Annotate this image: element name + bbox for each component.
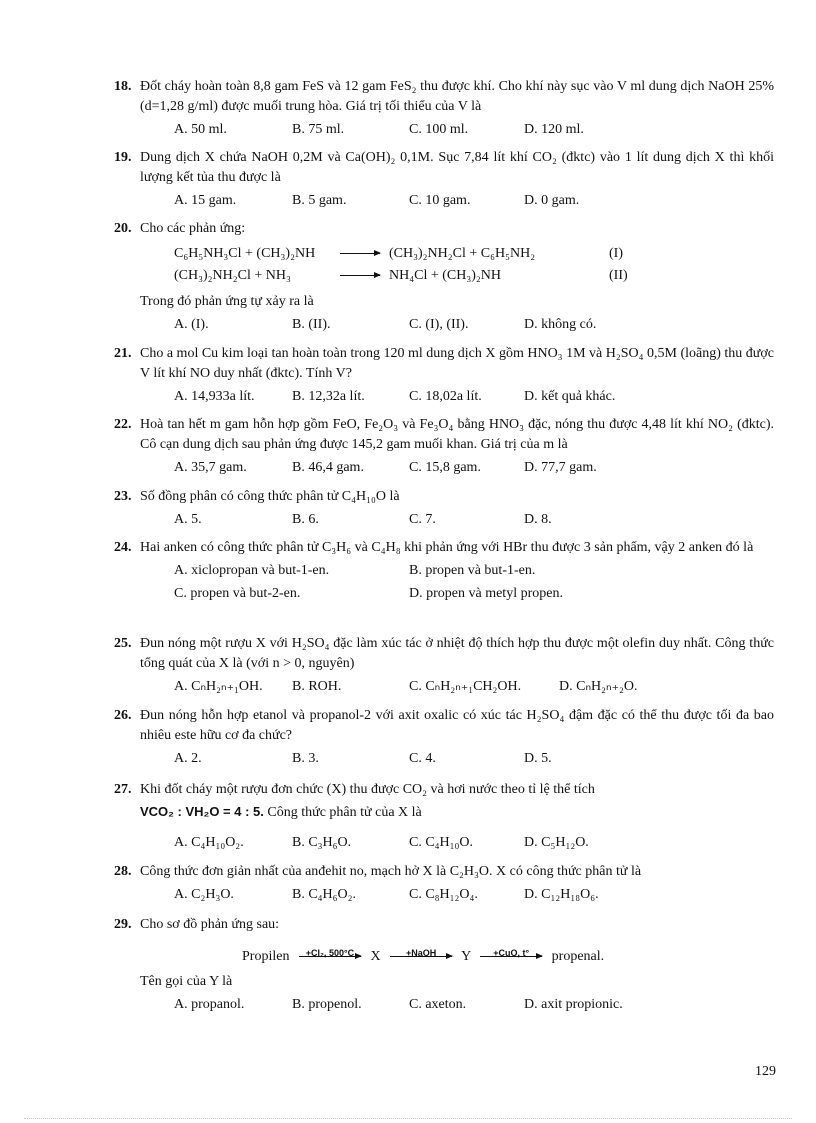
question-number: 25. [114, 636, 132, 651]
question-number: 23. [114, 489, 132, 504]
option-a[interactable]: A. 5. [174, 512, 202, 527]
option-b[interactable]: B. 6. [292, 512, 319, 527]
arrow-label-2: +NaOH [405, 948, 437, 959]
question-text: Dung dịch X chứa NaOH 0,2M và Ca(OH)₂ 0,1M. Sục 7,84 lít khí CO₂ (đktc) vào 1 lít dung dịch X thì khối lượng kết tủa thu được là [140, 150, 774, 185]
option-c[interactable]: C. 7. [409, 512, 436, 527]
question-number: 28. [114, 864, 132, 879]
option-a[interactable]: A. CₙH₂ₙ₊₁OH. [174, 679, 263, 694]
answer-options [114, 191, 774, 213]
answer-options [114, 315, 774, 337]
question-number: 21. [114, 346, 132, 361]
question-24 [114, 538, 774, 606]
scheme-x: X [370, 949, 381, 964]
option-b[interactable]: B. 3. [292, 751, 319, 766]
answer-options [114, 677, 774, 699]
option-a[interactable]: A. 2. [174, 751, 202, 766]
reaction-arrow-icon [299, 948, 361, 959]
option-c[interactable]: C. C₄H₁₀O. [409, 835, 474, 850]
question-subtext: Tên gọi của Y là [140, 974, 233, 989]
answer-options [114, 561, 774, 583]
option-a[interactable]: A. 15 gam. [174, 193, 237, 208]
option-c[interactable]: C. 15,8 gam. [409, 460, 481, 475]
question-number: 22. [114, 417, 132, 432]
question-28 [114, 862, 774, 907]
option-d[interactable]: D. C₁₂H₁₈O₆. [524, 887, 599, 902]
answer-options [114, 885, 774, 907]
option-d[interactable]: D. không có. [524, 317, 597, 332]
option-d[interactable]: D. C₅H₁₂O. [524, 835, 589, 850]
option-c[interactable]: C. axeton. [409, 997, 467, 1012]
question-20 [114, 219, 774, 337]
option-b[interactable]: B. (II). [292, 317, 331, 332]
option-c[interactable]: C. 18,02a lít. [409, 389, 482, 404]
scheme-y: Y [461, 949, 471, 964]
page-number: 129 [755, 1064, 776, 1079]
option-c[interactable]: C. C₈H₁₂O₄. [409, 887, 478, 902]
reaction-arrow-icon [480, 948, 542, 959]
answer-options [114, 458, 774, 480]
option-b[interactable]: B. 12,32a lít. [292, 389, 365, 404]
footer-divider [24, 1118, 792, 1119]
reaction-1-reactants: C₆H₅NH₃Cl + (CH₃)₂NH [174, 246, 316, 261]
question-22 [114, 415, 774, 480]
question-text: Cho a mol Cu kim loại tan hoàn toàn trong 120 ml dung dịch X gồm HNO₃ 1M và H₂SO₄ 0,5M (loãng) thu được V lít khí NO duy nhất (đktc). Tính V? [140, 346, 774, 381]
answer-options [114, 584, 774, 606]
question-text: Hai anken có công thức phân tử C₃H₆ và C₄H₈ khi phản ứng với HBr thu được 3 sản phẩm, vậy 2 anken đó là [140, 540, 754, 555]
question-18 [114, 77, 774, 142]
option-d[interactable]: D. 8. [524, 512, 552, 527]
reaction-1-products: (CH₃)₂NH₂Cl + C₆H₅NH₂ [389, 246, 536, 261]
option-c[interactable]: C. 100 ml. [409, 122, 469, 137]
question-21 [114, 344, 774, 409]
answer-options [114, 995, 774, 1017]
question-text: Hoà tan hết m gam hỗn hợp gồm FeO, Fe₂O₃ và Fe₃O₄ bằng HNO₃ đặc, nóng thu được 4,48 lít khí NO₂ (đktc). Cô cạn dung dịch sau phản ứng được 145,2 gam muối khan. Giá trị của m là [140, 417, 774, 452]
option-d[interactable]: D. 5. [524, 751, 552, 766]
question-23 [114, 487, 774, 532]
question-25 [114, 634, 774, 699]
option-a[interactable]: A. xiclopropan và but-1-en. [174, 563, 330, 578]
answer-options [114, 387, 774, 409]
question-29 [114, 915, 774, 1017]
option-b[interactable]: B. C₄H₆O₂. [292, 887, 357, 902]
reaction-scheme [242, 947, 774, 969]
reaction-arrow-icon [334, 266, 386, 286]
question-26 [114, 706, 774, 771]
arrow-label-1: +Cl₂, 500°C [305, 948, 355, 959]
scheme-end: propenal. [551, 949, 605, 964]
question-number: 26. [114, 708, 132, 723]
answer-options [114, 510, 774, 532]
reaction-2-reactants: (CH₃)₂NH₂Cl + NH₃ [174, 268, 291, 283]
question-text: Số đồng phân có công thức phân tử C₄H₁₀O là [140, 489, 400, 504]
reaction-2-products: NH₄Cl + (CH₃)₂NH [389, 268, 501, 283]
reaction-1-tag: (I) [609, 246, 623, 261]
reaction-arrow-icon [390, 948, 452, 959]
question-text: Khi đốt cháy một rượu đơn chức (X) thu được CO₂ và hơi nước theo tỉ lệ thể tích [140, 782, 595, 797]
question-text: Đốt cháy hoàn toàn 8,8 gam FeS và 12 gam FeS₂ thu được khí. Cho khí này sục vào V ml dung dịch NaOH 25% (d=1,28 g/ml) được muối trung hòa. Giá trị tối thiểu của V là [140, 79, 774, 114]
option-d[interactable]: D. 120 ml. [524, 122, 584, 137]
question-number: 20. [114, 221, 132, 236]
question-subtext: Trong đó phản ứng tự xảy ra là [140, 294, 314, 309]
reaction-2-tag: (II) [609, 268, 628, 283]
option-b[interactable]: B. ROH. [292, 679, 342, 694]
option-d[interactable]: D. kết quả khác. [524, 389, 616, 404]
question-text: Đun nóng một rượu X với H₂SO₄ đặc làm xúc tác ở nhiệt độ thích hợp thu được một olefin duy nhất. Công thức tổng quát của X là (với n > 0, nguyên) [140, 636, 774, 671]
option-b[interactable]: B. propenol. [292, 997, 362, 1012]
question-text: Cho sơ đồ phản ứng sau: [140, 917, 280, 932]
question-number: 19. [114, 150, 132, 165]
question-number: 24. [114, 540, 132, 555]
option-a[interactable]: A. propanol. [174, 997, 245, 1012]
option-a[interactable]: A. C₄H₁₀O₂. [174, 835, 244, 850]
option-c[interactable]: C. 4. [409, 751, 436, 766]
question-subtext: Công thức phân tử của X là [267, 805, 422, 820]
option-d[interactable]: D. propen và metyl propen. [409, 586, 563, 601]
option-a[interactable]: A. 50 ml. [174, 122, 227, 137]
option-c[interactable]: C. propen và but-2-en. [174, 586, 301, 601]
option-c[interactable]: C. (I), (II). [409, 317, 469, 332]
question-number: 18. [114, 79, 132, 94]
question-27 [114, 780, 774, 855]
reaction-arrow-icon [334, 244, 386, 264]
option-d[interactable]: D. 77,7 gam. [524, 460, 597, 475]
option-a[interactable]: A. (I). [174, 317, 209, 332]
volume-ratio: VCO₂ : VH₂O = 4 : 5. [140, 804, 264, 819]
question-text: Cho các phản ứng: [140, 221, 246, 236]
question-text: Đun nóng hỗn hợp etanol và propanol-2 với axit oxalic có xúc tác H₂SO₄ đậm đặc có thể thu được tối đa bao nhiêu este hữu cơ đa chức? [140, 708, 774, 743]
question-number: 27. [114, 782, 132, 797]
scheme-start: Propilen [242, 949, 290, 964]
option-a[interactable]: A. 14,933a lít. [174, 389, 255, 404]
question-19 [114, 148, 774, 213]
option-a[interactable]: A. C₂H₃O. [174, 887, 234, 902]
option-c[interactable]: C. CₙH₂ₙ₊₁CH₂OH. [409, 679, 522, 694]
option-b[interactable]: B. propen và but-1-en. [409, 563, 536, 578]
option-b[interactable]: B. C₃H₆O. [292, 835, 352, 850]
option-a[interactable]: A. 35,7 gam. [174, 460, 247, 475]
answer-options [114, 749, 774, 771]
reaction-1 [174, 244, 774, 266]
option-d[interactable]: D. CₙH₂ₙ₊₂O. [559, 679, 638, 694]
option-b[interactable]: B. 75 ml. [292, 122, 345, 137]
option-d[interactable]: D. 0 gam. [524, 193, 580, 208]
question-text: Công thức đơn giản nhất của anđehit no, mạch hở X là C₂H₃O. X có công thức phân tử là [140, 864, 642, 879]
answer-options [114, 833, 774, 855]
reaction-2 [174, 266, 774, 288]
answer-options [114, 120, 774, 142]
option-c[interactable]: C. 10 gam. [409, 193, 471, 208]
option-b[interactable]: B. 46,4 gam. [292, 460, 364, 475]
option-d[interactable]: D. axit propionic. [524, 997, 623, 1012]
option-b[interactable]: B. 5 gam. [292, 193, 347, 208]
arrow-label-3: +CuO, t° [493, 948, 530, 959]
question-number: 29. [114, 917, 132, 932]
